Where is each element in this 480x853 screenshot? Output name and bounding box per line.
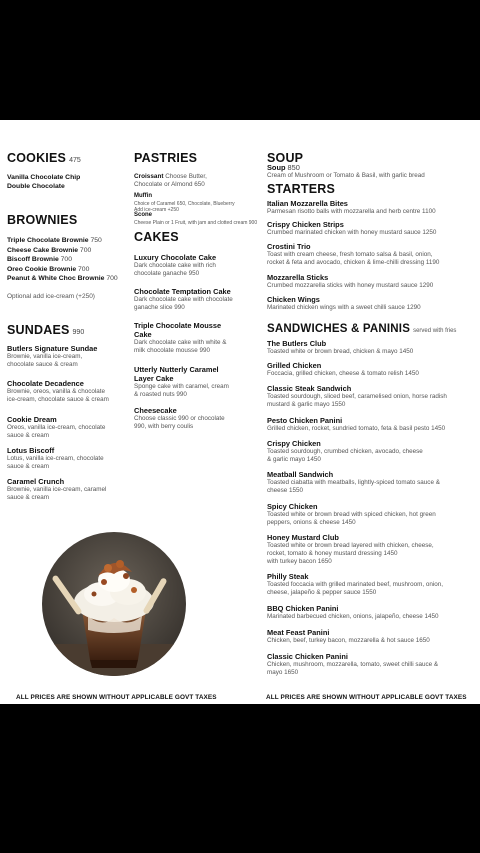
cookies-heading: COOKIES 475 (7, 151, 81, 165)
starter-item: Chicken Wings Marinated chicken wings with a sweet chilli sauce 1290 (267, 295, 421, 311)
pastries-heading: PASTRIES (134, 151, 198, 165)
starter-item: Mozzarella Sticks Crumbed mozzarella sticks with honey mustard sauce 1290 (267, 273, 434, 289)
sandwich-item: BBQ Chicken Panini Marinated barbecued chicken, onions, jalapeño, cheese 1450 (267, 604, 439, 620)
starter-item: Italian Mozzarella Bites Parmesan risotto balls with mozzarella and herb centre 1100 (267, 199, 436, 215)
starters-heading: STARTERS (267, 182, 336, 196)
cakes-heading: CAKES (134, 230, 179, 244)
sundae-item: Caramel Crunch Brownie, vanilla ice-cream, caramel sauce & cream (7, 477, 107, 501)
brownie-item: Cheese Cake Brownie 700 (7, 246, 92, 254)
sandwich-item: Philly Steak Toasted foccacia with grilled marinated beef, mushroom, onion, cheese, jalapeño & pepper sauce 1550 (267, 572, 444, 596)
brownie-item: Peanut & White Choc Brownie 700 (7, 275, 118, 282)
muffin-item: Muffin Choice of Caramel 650, Chocolate, Blueberry Add ice-cream +250 (134, 193, 235, 213)
sandwiches-heading: SANDWICHES & PANINIS served with fries (267, 323, 457, 335)
cake-item: Luxury Chocolate Cake Dark chocolate cake with rich chocolate ganache 950 (134, 253, 217, 277)
sundae-photo (42, 532, 186, 676)
cake-item: Triple Chocolate Mousse Cake Dark chocolate cake with white & milk chocolate mousse 990 (134, 321, 227, 354)
cake-item: Chocolate Temptation Cake Dark chocolate cake with chocolate ganache slice 990 (134, 287, 233, 311)
sandwich-item: Spicy Chicken Toasted white or brown bread with spiced chicken, hot green peppers, onions & cheese 1450 (267, 502, 436, 526)
menu-page (0, 120, 480, 704)
sandwich-item: Honey Mustard Club Toasted white or brown bread layered with chicken, cheese, rocket, tomato & honey mustard dressing 1450 with turkey bacon 1650 (267, 533, 434, 565)
starter-item: Crispy Chicken Strips Crumbed marinated chicken with honey mustard sauce 1250 (267, 220, 437, 236)
scone-item: Scone Cheese Plain or 1 Fruit, with jam and clotted cream 900 (134, 212, 258, 226)
sundae-item: Chocolate Decadence Brownie, oreos, vanilla & chocolate ice-cream, chocolate sauce & cream (7, 379, 109, 403)
brownie-item: Biscoff Brownie 700 (7, 256, 72, 263)
sandwich-item: Grilled Chicken Foccacia, grilled chicken, cheese & tomato relish 1450 (267, 361, 419, 377)
sundae-item: Butlers Signature Sundae Brownie, vanilla ice-cream, chocolate sauce & cream (7, 344, 98, 368)
sundae-illustration (42, 532, 186, 676)
tax-note-left: ALL PRICES ARE SHOWN WITHOUT APPLICABLE GOVT TAXES (16, 694, 217, 701)
croissant-item: Croissant Choose Butter, Chocolate or Almond 650 (134, 173, 207, 188)
soup-item: Soup 850 Cream of Mushroom or Tomato & Basil, with garlic bread (267, 163, 425, 179)
brownies-optional: Optional add ice-cream (+250) (7, 293, 95, 300)
sundaes-heading: SUNDAES 990 (7, 323, 85, 337)
sandwich-item: Meatball Sandwich Toasted ciabatta with meatballs, lightly-spiced tomato sauce & cheese 1550 (267, 470, 440, 494)
cookie-item: Double Chocolate (7, 183, 65, 190)
brownies-list (7, 236, 118, 284)
sandwich-item: Pesto Chicken Panini Grilled chicken, rocket, sundried tomato, feta & basil pesto 1450 (267, 416, 446, 432)
tax-note-right: ALL PRICES ARE SHOWN WITHOUT APPLICABLE GOVT TAXES (266, 694, 467, 701)
soup-heading: SOUP (267, 151, 304, 165)
sandwich-item: Classic Chicken Panini Chicken, mushroom, mozzarella, tomato, sweet chilli sauce & mayo 1650 (267, 652, 439, 676)
sandwich-item: Classic Steak Sandwich Toasted sourdough, sliced beef, caramelised onion, horse radish mustard & garlic mayo 1550 (267, 384, 447, 408)
cake-item: Cheesecake Choose classic 990 or chocolate 990, with berry coulis (134, 406, 225, 430)
brownie-item: Triple Chocolate Brownie 750 (7, 237, 102, 244)
sandwich-item: The Butlers Club Toasted white or brown bread, chicken & mayo 1450 (267, 339, 414, 355)
sundae-item: Cookie Dream Oreos, vanilla ice-cream, chocolate sauce & cream (7, 415, 106, 439)
brownies-heading: BROWNIES (7, 213, 78, 227)
cake-item: Utterly Nutterly Caramel Layer Cake Sponge cake with caramel, cream & roasted nuts 990 (134, 365, 229, 398)
sandwich-item: Crispy Chicken Toasted sourdough, crumbed chicken, avocado, cheese & garlic mayo 1450 (267, 439, 423, 463)
cookie-item: Vanilla Chocolate Chip (7, 174, 81, 181)
brownie-item: Oreo Cookie Brownie 700 (7, 265, 90, 273)
sandwich-item: Meat Feast Panini Chicken, beef, turkey bacon, mozzarella & hot sauce 1650 (267, 628, 430, 644)
starter-item: Crostini Trio Toast with cream cheese, fresh tomato salsa & basil, onion, rocket & feta and avocado, chicken & lime-chilli dressing 1190 (267, 242, 440, 266)
sundae-item: Lotus Biscoff Lotus, vanilla ice-cream, chocolate sauce & cream (7, 446, 104, 470)
